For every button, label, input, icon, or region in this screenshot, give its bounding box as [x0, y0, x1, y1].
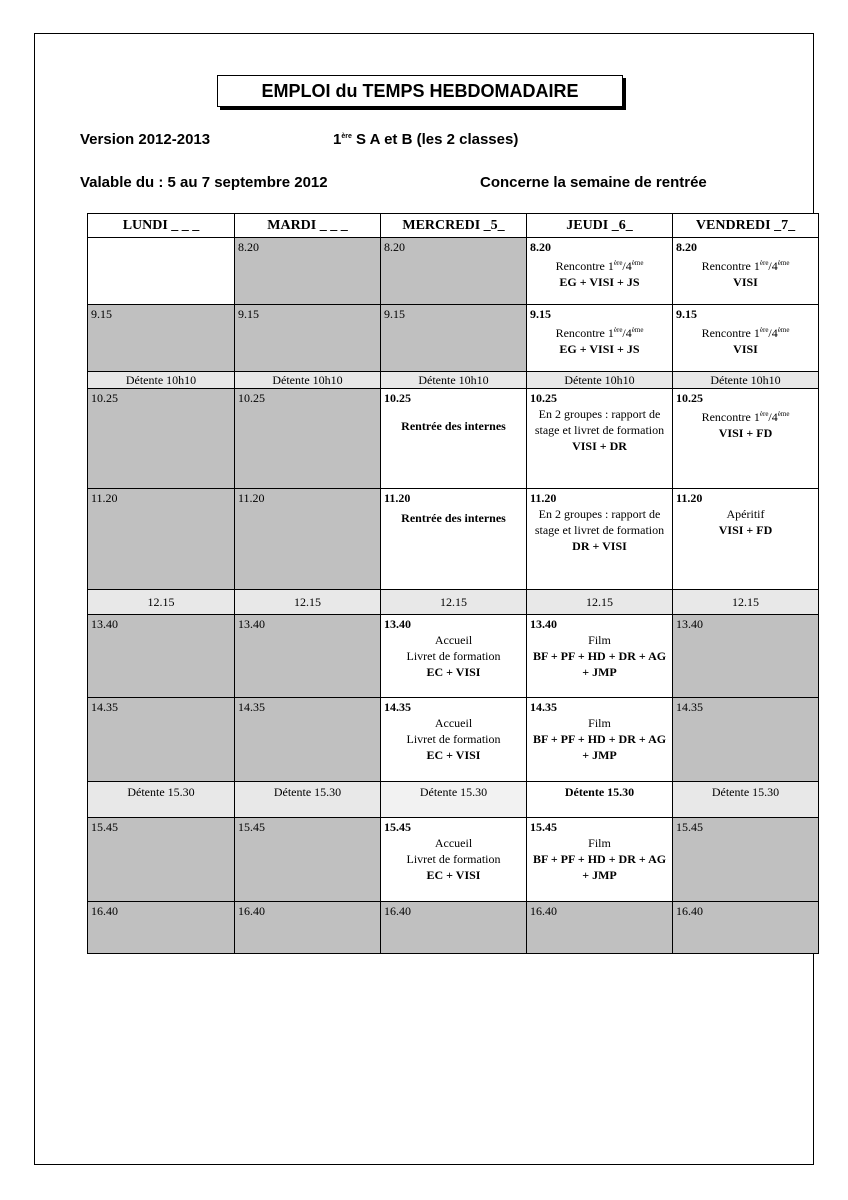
cell-vendredi-1120 — [673, 489, 819, 590]
cell-mardi-1120 — [235, 489, 381, 590]
event-film: Film — [588, 836, 611, 850]
event-groupes: En 2 groupes : rapport de stage et livret de formation — [534, 407, 665, 437]
document-title: EMPLOI du TEMPS HEBDOMADAIRE — [217, 75, 623, 107]
event-aperitif: Apéritif — [726, 507, 765, 521]
cell-mardi-1640 — [235, 902, 381, 954]
row-1340 — [88, 615, 819, 698]
cell-jeudi-1120 — [527, 489, 673, 590]
time-label: 10.25 — [238, 391, 265, 405]
cell-jeudi-1025 — [527, 389, 673, 489]
cell-vendredi-1215: 12.15 — [673, 590, 819, 615]
row-820 — [88, 238, 819, 305]
break-mercredi: Détente 10h10 — [381, 372, 527, 389]
event-film: Film — [588, 633, 611, 647]
time-label: 14.35 — [384, 700, 411, 714]
event-rencontre: Rencontre 1ère/4ème — [701, 259, 790, 273]
time-label: 13.40 — [530, 617, 557, 631]
cell-mercredi-1340 — [381, 615, 527, 698]
time-label: 15.45 — [238, 820, 265, 834]
event-staff: EG + VISI + JS — [559, 342, 640, 356]
event-staff: BF + PF + HD + DR + AG + JMP — [532, 852, 667, 882]
cell-vendredi-915 — [673, 305, 819, 372]
row-1545 — [88, 818, 819, 902]
cell-mardi-1435 — [235, 698, 381, 782]
cell-mardi-1545 — [235, 818, 381, 902]
event-staff: VISI — [733, 342, 758, 356]
time-label: 13.40 — [238, 617, 265, 631]
break-mardi: Détente 15.30 — [235, 782, 381, 818]
cell-lundi-1025 — [88, 389, 235, 489]
time-label: 14.35 — [530, 700, 557, 714]
time-label: 11.20 — [384, 491, 411, 505]
validity-label: Valable du : 5 au 7 septembre 2012 — [80, 174, 328, 191]
cell-jeudi-915 — [527, 305, 673, 372]
time-label: 15.45 — [530, 820, 557, 834]
event-livret: Livret de formation — [406, 649, 501, 663]
row-1120 — [88, 489, 819, 590]
cell-lundi-1545 — [88, 818, 235, 902]
cell-jeudi-820 — [527, 238, 673, 305]
time-label: 9.15 — [530, 307, 551, 321]
cell-mercredi-1120 — [381, 489, 527, 590]
cell-mardi-915 — [235, 305, 381, 372]
day-header-jeudi: JEUDI _6_ — [527, 214, 673, 238]
cell-mardi-1025 — [235, 389, 381, 489]
time-label: 14.35 — [676, 700, 703, 714]
row-break-afternoon — [88, 782, 819, 818]
event-staff: DR + VISI — [572, 539, 627, 553]
time-label: 13.40 — [384, 617, 411, 631]
time-label: 16.40 — [384, 904, 411, 918]
event-staff: EC + VISI — [426, 868, 481, 882]
event-staff: VISI + FD — [718, 523, 773, 537]
time-label: 10.25 — [91, 391, 118, 405]
time-label: 8.20 — [530, 240, 551, 254]
cell-mercredi-1025 — [381, 389, 527, 489]
cell-vendredi-1545 — [673, 818, 819, 902]
time-label: 9.15 — [384, 307, 405, 321]
cell-mercredi-915 — [381, 305, 527, 372]
cell-mardi-1215: 12.15 — [235, 590, 381, 615]
cell-vendredi-1025 — [673, 389, 819, 489]
time-label: 11.20 — [238, 491, 265, 505]
cell-jeudi-1215: 12.15 — [527, 590, 673, 615]
break-mardi: Détente 10h10 — [235, 372, 381, 389]
event-rencontre: Rencontre 1ère/4ème — [701, 326, 790, 340]
time-label: 8.20 — [676, 240, 697, 254]
time-label: 13.40 — [676, 617, 703, 631]
cell-lundi-1215: 12.15 — [88, 590, 235, 615]
timetable — [87, 213, 819, 954]
event-staff: VISI — [733, 275, 758, 289]
cell-jeudi-1640 — [527, 902, 673, 954]
cell-mercredi-1215: 12.15 — [381, 590, 527, 615]
cell-vendredi-1340 — [673, 615, 819, 698]
cell-mercredi-1545 — [381, 818, 527, 902]
cell-lundi-1120 — [88, 489, 235, 590]
break-mercredi: Détente 15.30 — [381, 782, 527, 818]
event-rentree: Rentrée des internes — [401, 511, 506, 525]
break-lundi: Détente 15.30 — [88, 782, 235, 818]
event-rencontre: Rencontre 1ère/4ème — [701, 410, 790, 424]
time-label: 16.40 — [530, 904, 557, 918]
event-rencontre: Rencontre 1ère/4ème — [555, 326, 644, 340]
cell-mardi-1340 — [235, 615, 381, 698]
concerne-label: Concerne la semaine de rentrée — [480, 174, 707, 191]
time-label: 14.35 — [91, 700, 118, 714]
event-livret: Livret de formation — [406, 852, 501, 866]
class-label: 1ère S A et B (les 2 classes) — [333, 131, 519, 148]
event-staff: VISI + DR — [572, 439, 627, 453]
version-label: Version 2012-2013 — [80, 131, 211, 148]
break-vendredi: Détente 10h10 — [673, 372, 819, 389]
time-label: 11.20 — [91, 491, 118, 505]
row-break-morning — [88, 372, 819, 389]
time-label: 15.45 — [676, 820, 703, 834]
event-film: Film — [588, 716, 611, 730]
break-lundi: Détente 10h10 — [88, 372, 235, 389]
time-label: 9.15 — [238, 307, 259, 321]
event-accueil: Accueil — [434, 633, 473, 647]
time-label: 8.20 — [384, 240, 405, 254]
event-staff: EC + VISI — [426, 748, 481, 762]
row-1025 — [88, 389, 819, 489]
cell-mercredi-820 — [381, 238, 527, 305]
time-label: 10.25 — [384, 391, 411, 405]
cell-vendredi-1640 — [673, 902, 819, 954]
event-rentree: Rentrée des internes — [401, 419, 506, 433]
cell-vendredi-820 — [673, 238, 819, 305]
event-staff: VISI + FD — [718, 426, 773, 440]
time-label: 15.45 — [384, 820, 411, 834]
event-staff: BF + PF + HD + DR + AG + JMP — [532, 649, 667, 679]
time-label: 11.20 — [676, 491, 703, 505]
cell-lundi-1340 — [88, 615, 235, 698]
row-1435 — [88, 698, 819, 782]
day-header-lundi: LUNDI _ _ _ — [88, 214, 235, 238]
time-label: 9.15 — [676, 307, 697, 321]
event-accueil: Accueil — [434, 716, 473, 730]
event-staff: BF + PF + HD + DR + AG + JMP — [532, 732, 667, 762]
event-rencontre: Rencontre 1ère/4ème — [555, 259, 644, 273]
cell-jeudi-1340 — [527, 615, 673, 698]
event-livret: Livret de formation — [406, 732, 501, 746]
cell-mercredi-1640 — [381, 902, 527, 954]
cell-lundi-1640 — [88, 902, 235, 954]
break-jeudi: Détente 10h10 — [527, 372, 673, 389]
header-row — [88, 214, 819, 238]
time-label: 10.25 — [676, 391, 703, 405]
event-accueil: Accueil — [434, 836, 473, 850]
cell-vendredi-1435 — [673, 698, 819, 782]
event-staff: EC + VISI — [426, 665, 481, 679]
day-header-mardi: MARDI _ _ _ — [235, 214, 381, 238]
day-header-vendredi: VENDREDI _7_ — [673, 214, 819, 238]
day-header-mercredi: MERCREDI _5_ — [381, 214, 527, 238]
cell-lundi-820 — [88, 238, 235, 305]
row-1640 — [88, 902, 819, 954]
break-jeudi: Détente 15.30 — [527, 782, 673, 818]
time-label: 16.40 — [91, 904, 118, 918]
time-label: 9.15 — [91, 307, 112, 321]
event-groupes: En 2 groupes : rapport de stage et livret de formation — [534, 507, 665, 537]
cell-mardi-820 — [235, 238, 381, 305]
cell-jeudi-1435 — [527, 698, 673, 782]
cell-jeudi-1545 — [527, 818, 673, 902]
cell-lundi-915 — [88, 305, 235, 372]
time-label: 14.35 — [238, 700, 265, 714]
cell-mercredi-1435 — [381, 698, 527, 782]
time-label: 15.45 — [91, 820, 118, 834]
cell-lundi-1435 — [88, 698, 235, 782]
time-label: 16.40 — [676, 904, 703, 918]
time-label: 13.40 — [91, 617, 118, 631]
time-label: 16.40 — [238, 904, 265, 918]
time-label: 8.20 — [238, 240, 259, 254]
row-1215 — [88, 590, 819, 615]
time-label: 10.25 — [530, 391, 557, 405]
row-915 — [88, 305, 819, 372]
time-label: 11.20 — [530, 491, 557, 505]
break-vendredi: Détente 15.30 — [673, 782, 819, 818]
event-staff: EG + VISI + JS — [559, 275, 640, 289]
